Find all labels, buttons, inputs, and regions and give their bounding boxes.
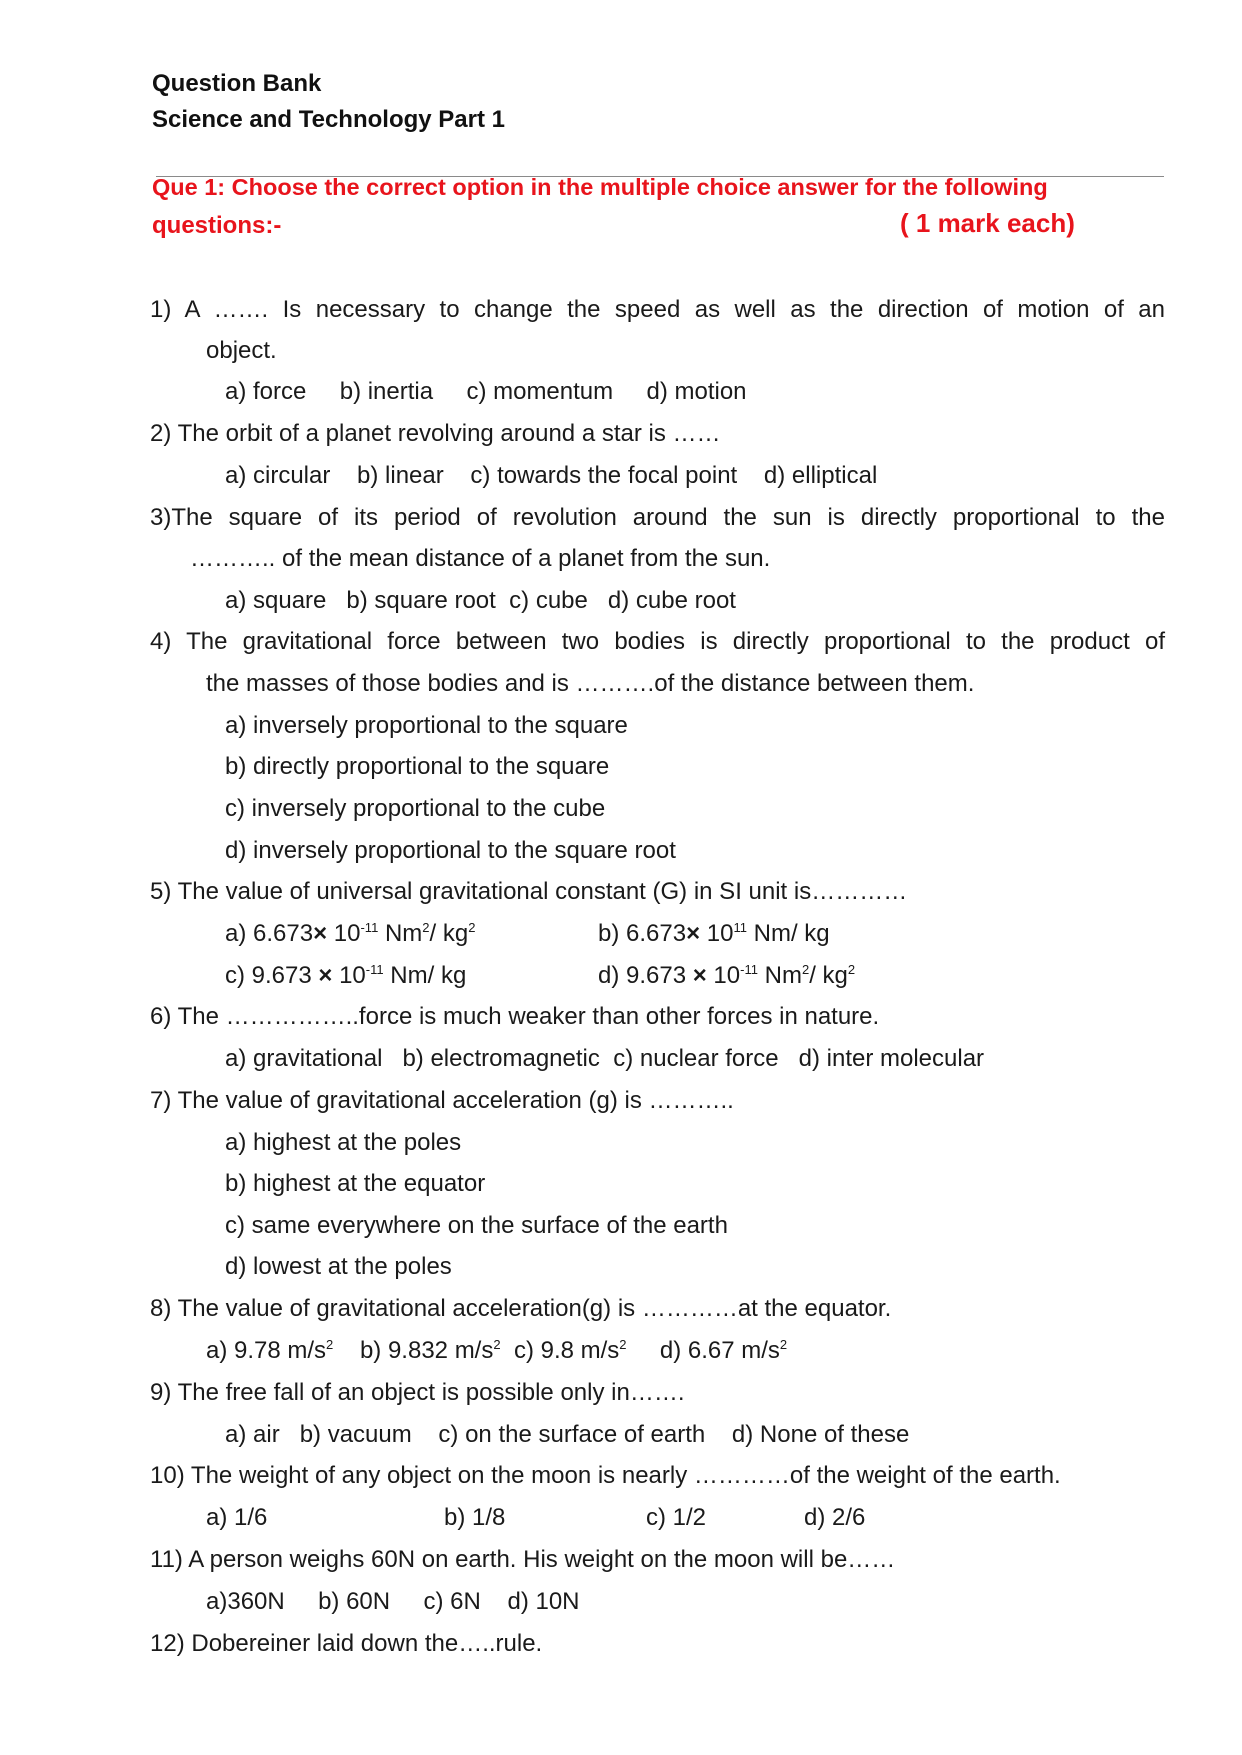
document-subtitle: Science and Technology Part 1	[152, 106, 505, 133]
option-a: a) 9.78 $m/s^2$	[206, 1337, 334, 1364]
document-title: Question Bank	[152, 70, 322, 97]
option-c: c) towards the focal point	[470, 462, 738, 489]
question-4-cont: the masses of those bodies and is ……….of the distance between them.	[206, 670, 975, 697]
question-7-option-d: d) lowest at the poles	[225, 1253, 452, 1280]
question-4-option-d: d) inversely proportional to the square root	[225, 837, 676, 864]
option-d: d) 10N	[507, 1588, 580, 1615]
question-11: 11) A person weighs 60N on earth. His weight on the moon will be……	[150, 1546, 896, 1573]
question-6: 6) The ……………..force is much weaker than other forces in nature.	[150, 1003, 880, 1030]
question-8-options	[206, 1337, 787, 1365]
question-9: 9) The free fall of an object is possible only in…….	[150, 1379, 685, 1406]
question-10-option-c: c) 1/2	[646, 1504, 707, 1531]
question-3-cont: ……….. of the mean distance of a planet from the sun.	[190, 545, 771, 572]
question-4-option-a: a) inversely proportional to the square	[225, 712, 628, 739]
question-4-option-c: c) inversely proportional to the cube	[225, 795, 606, 822]
section-heading: Que 1: Choose the correct option in the multiple choice answer for the following	[152, 174, 1048, 200]
option-c: c) 6N	[423, 1588, 481, 1615]
option-b: b) 60N	[318, 1588, 391, 1615]
question-5-option-d: d) $9.673 \times 10^{-11}$ Nm$^2$/ $kg^2$	[598, 962, 856, 989]
option-a: a) square	[225, 587, 327, 614]
option-b: b) inertia	[339, 378, 434, 405]
question-2-options	[225, 462, 877, 490]
option-a: a) gravitational	[225, 1045, 383, 1072]
option-c: c) cube	[509, 587, 588, 614]
question-12: 12) Dobereiner laid down the…..rule.	[150, 1630, 543, 1657]
option-d: d) cube root	[607, 587, 736, 614]
option-a: a) circular	[225, 462, 331, 489]
question-3-options	[225, 587, 736, 615]
question-10-option-a: a) 1/6	[206, 1504, 268, 1531]
section-heading-cont: questions:-	[152, 212, 282, 239]
option-a: a)360N	[206, 1588, 285, 1615]
option-c: c) 9.8 $m/s^2$	[513, 1337, 627, 1364]
question-5-option-a: a) $6.673\times 10^{-11}$ Nm$^2$/ $kg^2$	[225, 920, 476, 947]
option-c: c) nuclear force	[613, 1045, 779, 1072]
option-a: a) force	[225, 378, 307, 405]
option-d: d) elliptical	[763, 462, 878, 489]
option-d: d) 6.67 $m/s^2$	[659, 1337, 788, 1364]
question-11-options	[206, 1588, 580, 1616]
question-2: 2) The orbit of a planet revolving around a star is ……	[150, 420, 721, 447]
option-b: b) vacuum	[299, 1421, 412, 1448]
option-c: c) on the surface of earth	[438, 1421, 706, 1448]
question-7: 7) The value of gravitational acceleration (g) is ………..	[150, 1087, 734, 1114]
option-d: d) None of these	[731, 1421, 910, 1448]
question-3: 3)The square of its period of revolution around the sun is directly proportional to the	[150, 504, 1165, 531]
question-10-option-b: b) 1/8	[444, 1504, 506, 1531]
option-b: b) square root	[346, 587, 496, 614]
option-d: d) inter molecular	[798, 1045, 985, 1072]
question-1: 1) A ……. Is necessary to change the speed as well as the direction of motion of an	[150, 296, 1165, 323]
question-5-option-b: b) $6.673\times 10^{11}$ Nm/ kg	[598, 920, 830, 947]
option-b: b) 9.832 $m/s^2$	[359, 1337, 501, 1364]
question-7-option-a: a) highest at the poles	[225, 1129, 462, 1156]
question-6-options	[225, 1045, 984, 1073]
option-d: d) motion	[646, 378, 747, 405]
option-a: a) air	[225, 1421, 280, 1448]
question-10: 10) The weight of any object on the moon is nearly …………of the weight of the earth.	[150, 1462, 1061, 1489]
question-5-option-c: c) $9.673 \times 10^{-11}$ Nm/ kg	[225, 962, 467, 989]
option-b: b) linear	[357, 462, 444, 489]
question-5: 5) The value of universal gravitational constant (G) in SI unit is…………	[150, 878, 908, 905]
question-8: 8) The value of gravitational acceleration(g) is …………at the equator.	[150, 1295, 892, 1322]
question-1-options	[225, 378, 747, 406]
option-b: b) electromagnetic	[402, 1045, 600, 1072]
question-4: 4) The gravitational force between two bodies is directly proportional to the product of	[150, 628, 1165, 655]
question-10-option-d: d) 2/6	[804, 1504, 866, 1531]
option-c: c) momentum	[466, 378, 614, 405]
question-9-options	[225, 1421, 909, 1449]
question-1-cont: object.	[206, 337, 277, 364]
marks-label: ( 1 mark each)	[900, 208, 1075, 238]
question-7-option-b: b) highest at the equator	[225, 1170, 486, 1197]
question-7-option-c: c) same everywhere on the surface of the earth	[225, 1212, 728, 1239]
question-4-option-b: b) directly proportional to the square	[225, 753, 610, 780]
